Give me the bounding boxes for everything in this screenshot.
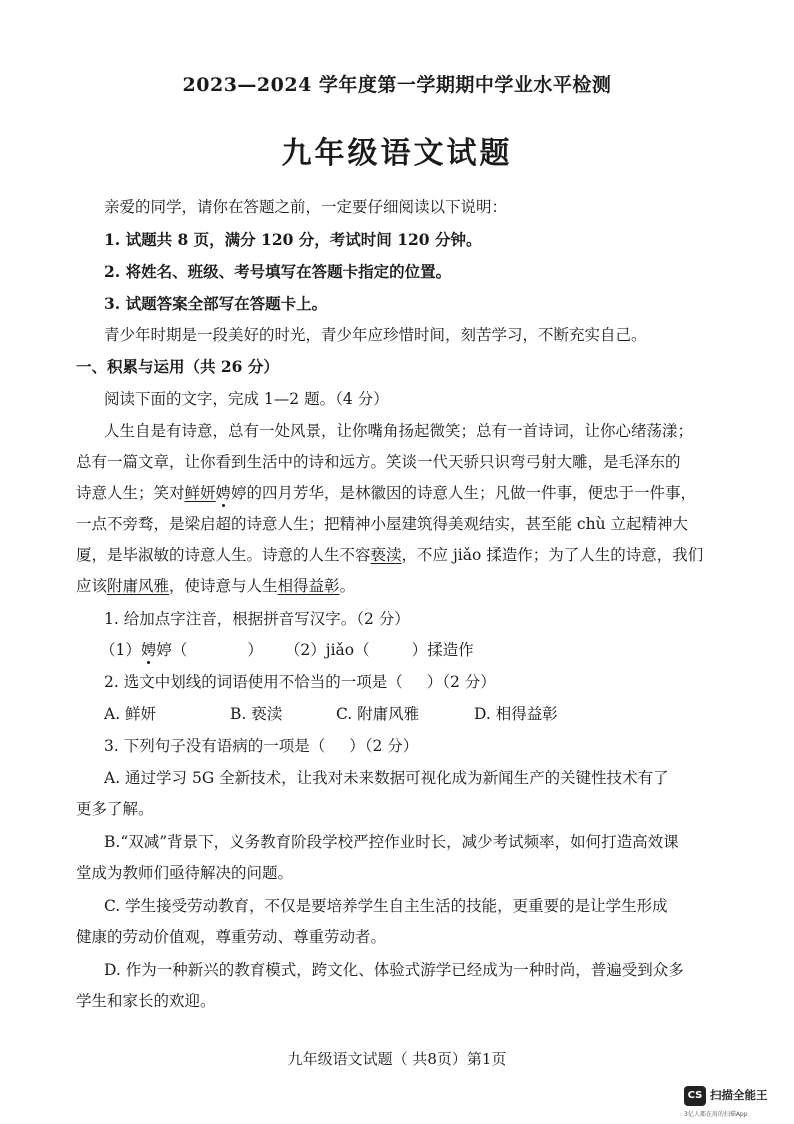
exam-name: 2023—2024 学年度第一学期期中学业水平检测: [182, 74, 612, 96]
camscanner-logo-icon: CS: [684, 1086, 706, 1106]
dotted-char: 娉: [140, 641, 157, 659]
underlined-word-xiangdeyizhang: 相得益彰: [277, 577, 340, 595]
section-heading: 一、积累与运用（共 26 分）: [76, 357, 279, 376]
q1-part1-close: ）: [247, 641, 263, 659]
passage-line-1: 人生自是有诗意，总有一处风景，让你嘴角扬起微笑；总有一首诗词，让你心绪荡漾；: [104, 422, 694, 440]
watermark-subtitle: 3亿人都在用的扫描App: [684, 1111, 748, 1118]
q3-text-end: ）（2 分）: [349, 737, 419, 755]
passage-text: 。: [339, 577, 356, 595]
q3-text: 3. 下列句子没有语病的一项是（: [104, 737, 326, 755]
underlined-word-fuyongfengya: 附庸风雅: [107, 577, 170, 595]
q3-option-c-line1: C. 学生接受劳动教育，不仅是要培养学生自主生活的技能，更重要的是让学生形成: [104, 897, 668, 915]
question-1-stem: 1. 给加点字注音，根据拼音写汉字。（2 分）: [104, 610, 410, 628]
dotted-char: 娉: [215, 484, 232, 502]
passage-text: 应该: [76, 577, 108, 595]
passage-text: ，不应 jiǎo 揉造作；为了人生的诗意，我们: [401, 546, 704, 564]
q3-option-c-line2: 健康的劳动价值观，尊重劳动、尊重劳动者。: [76, 928, 387, 946]
question-1-parts: [100, 639, 740, 661]
passage-text: 厦，是毕淑敏的诗意人生。诗意的人生不容: [76, 546, 371, 564]
q1-part2-text: ）揉造作: [411, 641, 474, 659]
q3-option-b-line2: 堂成为教师们亟待解决的问题。: [76, 864, 294, 882]
instruction-item-2: 2. 将姓名、班级、考号填写在答题卡指定的位置。: [104, 262, 452, 281]
q3-option-a-line2: 更多了解。: [76, 800, 154, 818]
passage-text: 诗意人生；笑对: [76, 484, 185, 502]
q2-option-c: C. 附庸风雅: [336, 705, 420, 723]
q1-part1-text: 婷（: [156, 641, 188, 659]
q2-option-b: B. 亵渎: [230, 705, 283, 723]
passage-text: ，使诗意与人生: [169, 577, 278, 595]
instruction-item-1: 1. 试题共 8 页，满分 120 分，考试时间 120 分钟。: [104, 230, 482, 249]
instructions-intro: 亲爱的同学，请你在答题之前，一定要仔细阅读以下说明：: [104, 198, 508, 216]
passage-line-2: 总有一篇文章，让你看到生活中的诗和远方。笑谈一代天骄只识弯弓射大雕，是毛泽东的: [76, 453, 681, 471]
q1-part1-label: （1）: [100, 641, 141, 659]
instruction-item-3: 3. 试题答案全部写在答题卡上。: [104, 294, 328, 313]
underlined-word-xianyan: 鲜妍: [184, 484, 216, 502]
q2-option-d: D. 相得益彰: [474, 705, 558, 723]
question-2-stem: [104, 671, 716, 693]
passage-line-3: [76, 482, 716, 504]
reading-prompt: 阅读下面的文字，完成 1—2 题。（4 分）: [104, 390, 389, 408]
scanner-watermark: [684, 1084, 784, 1116]
motto: 青少年时期是一段美好的时光，青少年应珍惜时间，刻苦学习，不断充实自己。: [104, 326, 647, 344]
q3-option-b-line1: B.“双减”背景下，义务教育阶段学校严控作业时长，减少考试频率，如何打造高效课: [104, 833, 679, 851]
q3-option-a-line1: A. 通过学习 5G 全新技术，让我对未来数据可视化成为新闻生产的关键性技术有了: [104, 769, 669, 787]
passage-line-6: [76, 575, 716, 597]
passage-line-5: [76, 544, 716, 566]
q1-part2-label: （2）jiǎo（: [284, 641, 370, 659]
q2-text: 2. 选文中划线的词语使用不恰当的一项是（: [104, 673, 403, 691]
passage-line-4: 一点不旁骛，是梁启超的诗意人生；把精神小屋建筑得美观结实，甚至能 chù 立起精神大: [76, 515, 689, 533]
page-footer: 九年级语文试题（ 共8页）第1页: [287, 1050, 507, 1068]
q3-option-d-line1: D. 作为一种新兴的教育模式，跨文化、体验式游学已经成为一种时尚，普遍受到众多: [104, 961, 684, 979]
q2-text-end: ）（2 分）: [426, 673, 496, 691]
page-title: 九年级语文试题: [281, 136, 513, 171]
passage-text: 婷的四月芳华，是林徽因的诗意人生；凡做一件事，便忠于一件事，: [231, 484, 697, 502]
q3-option-d-line2: 学生和家长的欢迎。: [76, 992, 216, 1010]
watermark-name: 扫描全能王: [710, 1088, 768, 1102]
question-2-options: [104, 703, 744, 725]
question-3-stem: [104, 735, 716, 757]
q2-option-a: A. 鲜妍: [104, 705, 157, 723]
underlined-word-xiedu: 亵渎: [370, 546, 402, 564]
